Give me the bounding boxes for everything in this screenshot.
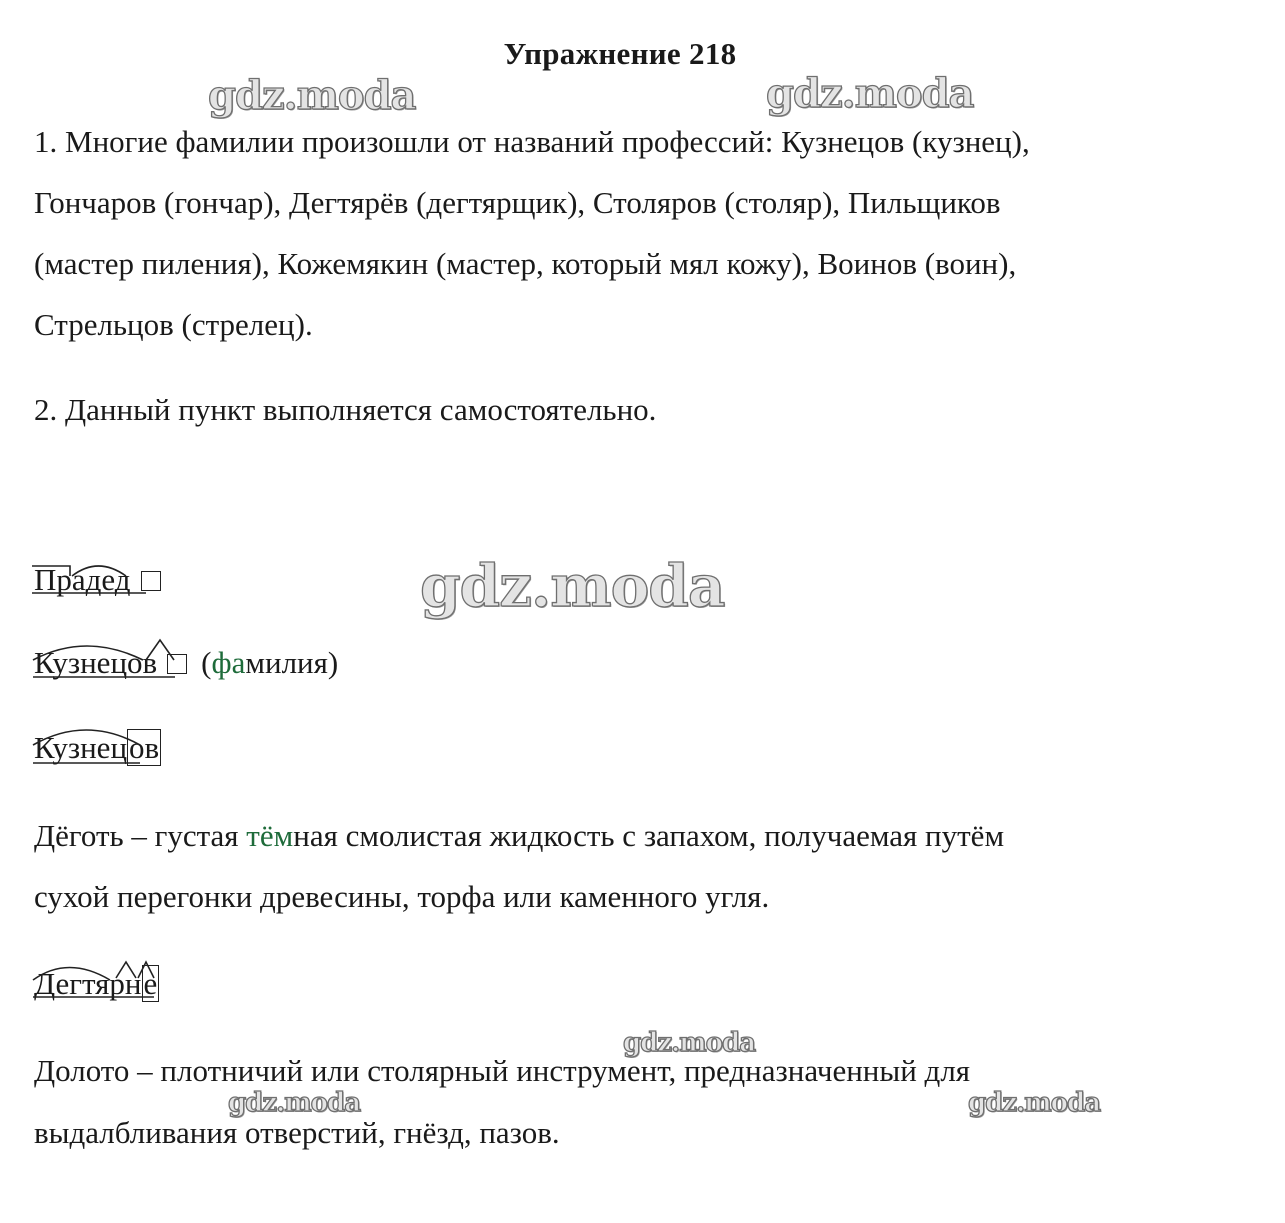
note-open: ( (201, 645, 212, 680)
root-arc (33, 646, 143, 660)
paragraph1-line2: Гончаров (гончар), Дегтярёв (дегтярщик), Столяров (столяр), Пильщиков (34, 185, 1001, 220)
degot-accent: тём (246, 818, 294, 853)
degot-part1: Дёготь – густая (34, 818, 247, 853)
watermark-top-right: gdz.moda (766, 70, 974, 117)
degot-line2: сухой перегонки древесины, торфа или каменного угля. (34, 879, 770, 914)
word-kuznetsov: Кузнецов (34, 645, 158, 680)
doloto-line2: выдалбливания отверстий, гнёзд, пазов. (34, 1115, 560, 1150)
watermark-top-left: gdz.moda (208, 72, 416, 119)
note-accent: фа (211, 645, 246, 680)
watermark-bottom-center: gdz.moda (623, 1028, 756, 1058)
word-degtyarn: Дегтярн (34, 966, 142, 1001)
suffix-mark (138, 962, 154, 978)
paragraph1-line1: 1. Многие фамилии произошли от названий профессий: Кузнецов (кузнец), (34, 124, 1030, 159)
word-kuznets-stem: Кузнец (34, 730, 128, 765)
ending-box: ов (129, 730, 160, 765)
paragraph1-line4: Стрельцов (стрелец). (34, 307, 313, 342)
note-rest: милия) (245, 645, 339, 680)
ending-box: е (143, 966, 158, 1001)
root-arc (33, 968, 110, 981)
paragraph1-line3: (мастер пиления), Кожемякин (мастер, который мял кожу), Воинов (воин), (34, 246, 1017, 281)
exercise-title: Упражнение 218 (503, 36, 737, 71)
suffix-mark (116, 962, 136, 978)
paragraph2: 2. Данный пункт выполняется самостоятельно. (34, 392, 657, 427)
root-arc (72, 566, 126, 576)
root-arc (33, 730, 140, 745)
degot-part2: ная смолистая жидкость с запахом, получаемая путём (293, 818, 1005, 853)
prefix-mark (32, 566, 70, 576)
watermark-bottom-right: gdz.moda (968, 1088, 1101, 1118)
word-pradед: Прадед (34, 562, 131, 597)
suffix-mark (146, 640, 174, 660)
watermark-bottom-left: gdz.moda (228, 1088, 361, 1118)
watermark-center: gdz.moda (420, 552, 725, 620)
doloto-line1: Долото – плотничий или столярный инструмент, предназначенный для (34, 1053, 971, 1088)
